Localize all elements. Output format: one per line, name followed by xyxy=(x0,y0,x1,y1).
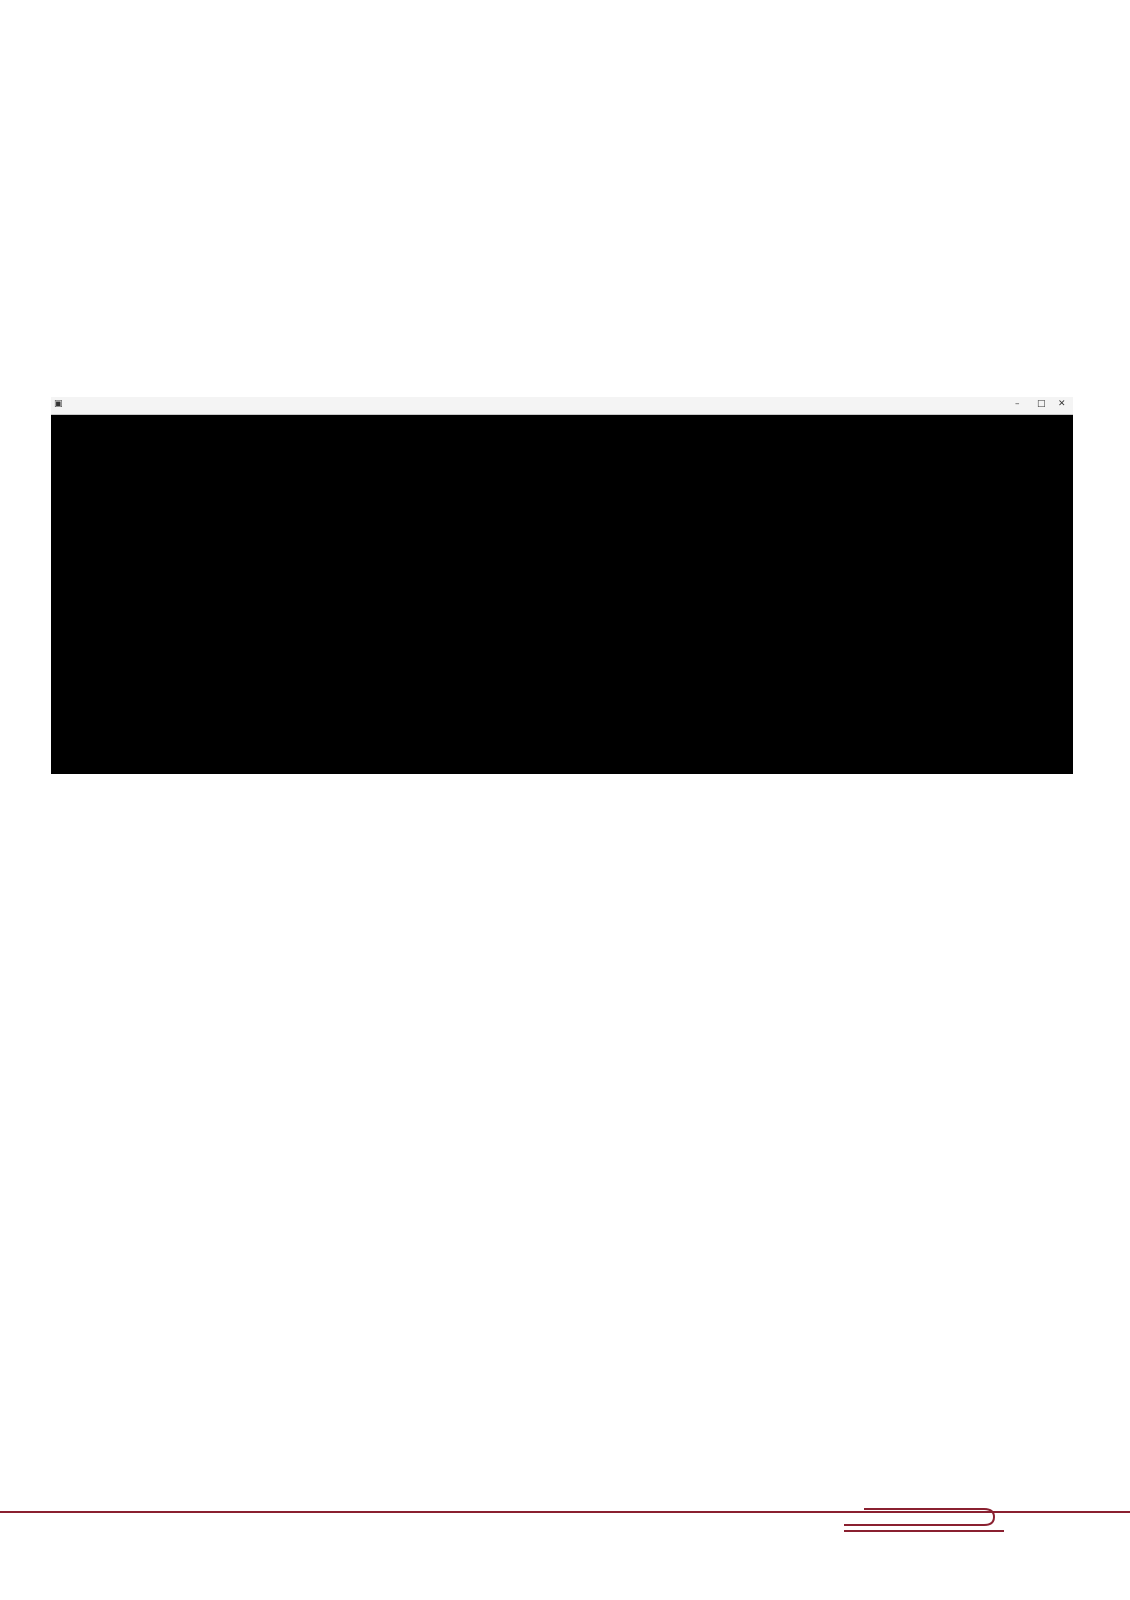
maximize-icon[interactable]: □ xyxy=(1037,399,1046,409)
stock-chart-screenshot xyxy=(51,397,1073,774)
footer-pill-ornament xyxy=(844,1505,1004,1535)
paragraph-weekday-sectors xyxy=(53,136,1073,188)
paragraph-market-summary xyxy=(53,800,1073,852)
minimize-icon[interactable]: – xyxy=(1015,399,1020,409)
window-titlebar xyxy=(51,397,1073,415)
quote-infobar xyxy=(51,415,1073,426)
close-icon[interactable]: ✕ xyxy=(1058,399,1066,409)
paragraph-outlook xyxy=(53,1160,1073,1212)
intraday-chart xyxy=(51,427,1073,757)
paragraph-market-comment xyxy=(53,1006,1073,1058)
app-icon: ▣ xyxy=(54,399,63,409)
